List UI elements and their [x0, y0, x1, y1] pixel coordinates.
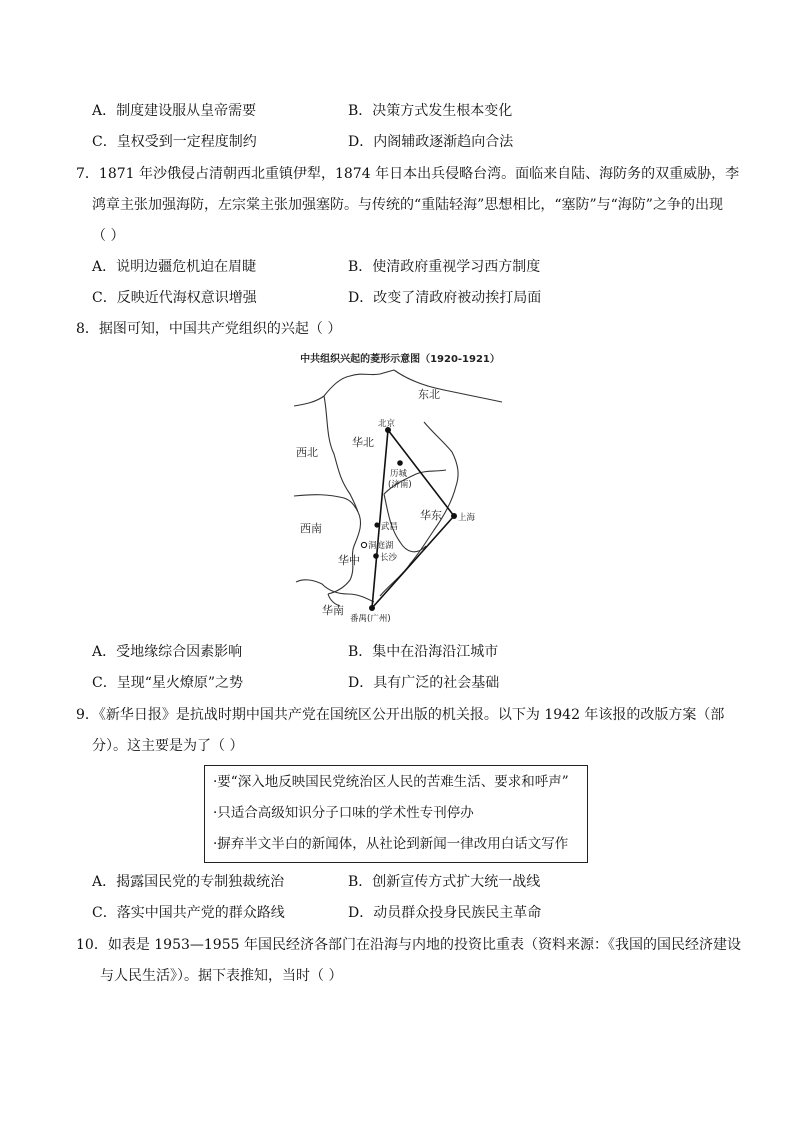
q6-option-a: A．制度建设服从皇帝需要 [92, 103, 257, 119]
q9-option-a: A．揭露国民党的专制独裁统治 [92, 874, 285, 890]
region-label-huabei: 华北 [352, 436, 374, 449]
q10-stem-line-1: 10．如表是 1953—1955 年国民经济各部门在沿海与内地的投资比重表（资料来源：《我国的国民经济建设 [76, 937, 741, 953]
q9-option-d: D．动员群众投身民族民主革命 [348, 905, 542, 921]
q7-stem-line-2: 鸿章主张加强海防，左宗棠主张加强塞防。与传统的“重陆轻海”思想相比，“塞防”与“海防”之争的出现 [92, 197, 723, 213]
q6-option-c: C．皇权受到一定程度制约 [92, 134, 257, 150]
q9-stem-line-2: 分）。这主要是为了（ ） [92, 738, 244, 754]
q9-reform-plan-box [204, 765, 588, 863]
q7-option-b: B．使清政府重视学习西方制度 [348, 259, 541, 275]
city-label-panyu-guangzhou: 番禺(广州) [350, 614, 391, 624]
city-label-jinan: (济南) [388, 480, 412, 490]
q7-stem-line-1: 7．1871 年沙俄侵占清朝西北重镇伊犁，1874 年日本出兵侵略台湾。面临来自陆、海防务的双重威胁，李 [76, 166, 740, 182]
city-label-changsha: 长沙 [380, 553, 398, 563]
region-label-huazhong: 华中 [338, 554, 360, 567]
q10-stem-line-2: 与人民生活》）。据下表推知，当时（ ） [100, 968, 343, 984]
city-label-shanghai: 上海 [458, 513, 476, 523]
q9-box-line-2: ·只适合高级知识分子口味的学术性专刊停办 [213, 805, 474, 821]
q9-option-c: C．落实中国共产党的群众路线 [92, 905, 285, 921]
q7-answer-blank: （ ） [92, 228, 125, 244]
q7-option-d: D．改变了清政府被动挨打局面 [348, 290, 542, 306]
region-label-huadong: 华东 [420, 509, 442, 522]
q8-stem: 8．据图可知，中国共产党组织的兴起（ ） [76, 321, 342, 337]
q6-option-d: D．内阁辅政逐渐趋向合法 [348, 134, 514, 150]
q6-option-b: B．决策方式发生根本变化 [348, 103, 513, 119]
q7-option-a: A．说明边疆危机迫在眉睫 [92, 259, 257, 275]
map-title: 中共组织兴起的菱形示意图（1920-1921） [300, 354, 500, 365]
city-label-licheng: 历城 [390, 469, 408, 479]
region-label-huanan: 华南 [322, 604, 344, 617]
city-label-wuchang: 武昌 [381, 522, 399, 532]
region-label-xinan: 西南 [300, 522, 322, 535]
q9-box-line-3: ·摒弃半文半白的新闻体，从社论到新闻一律改用白话文写作 [213, 836, 569, 852]
q8-option-c: C．呈现“星火燎原”之势 [92, 675, 244, 691]
q7-option-c: C．反映近代海权意识增强 [92, 290, 257, 306]
region-label-xibei: 西北 [296, 446, 318, 459]
region-label-dongbei: 东北 [418, 388, 440, 401]
q9-option-b: B．创新宣传方式扩大统一战线 [348, 874, 541, 890]
q8-option-b: B．集中在沿海沿江城市 [348, 644, 499, 660]
q9-box-line-1: ·要“深入地反映国民党统治区人民的苦难生活、要求和呼声” [213, 774, 569, 790]
q8-option-a: A．受地缘综合因素影响 [92, 644, 243, 660]
city-label-dongting-lake: 洞庭湖 [368, 541, 394, 551]
ccp-diamond-map [284, 346, 516, 628]
q9-stem-line-1: 9．《新华日报》是抗战时期中国共产党在国统区公开出版的机关报。以下为 1942 年该报的改版方案（部 [76, 707, 725, 723]
city-label-beijing: 北京 [378, 419, 396, 429]
q8-option-d: D．具有广泛的社会基础 [348, 675, 500, 691]
